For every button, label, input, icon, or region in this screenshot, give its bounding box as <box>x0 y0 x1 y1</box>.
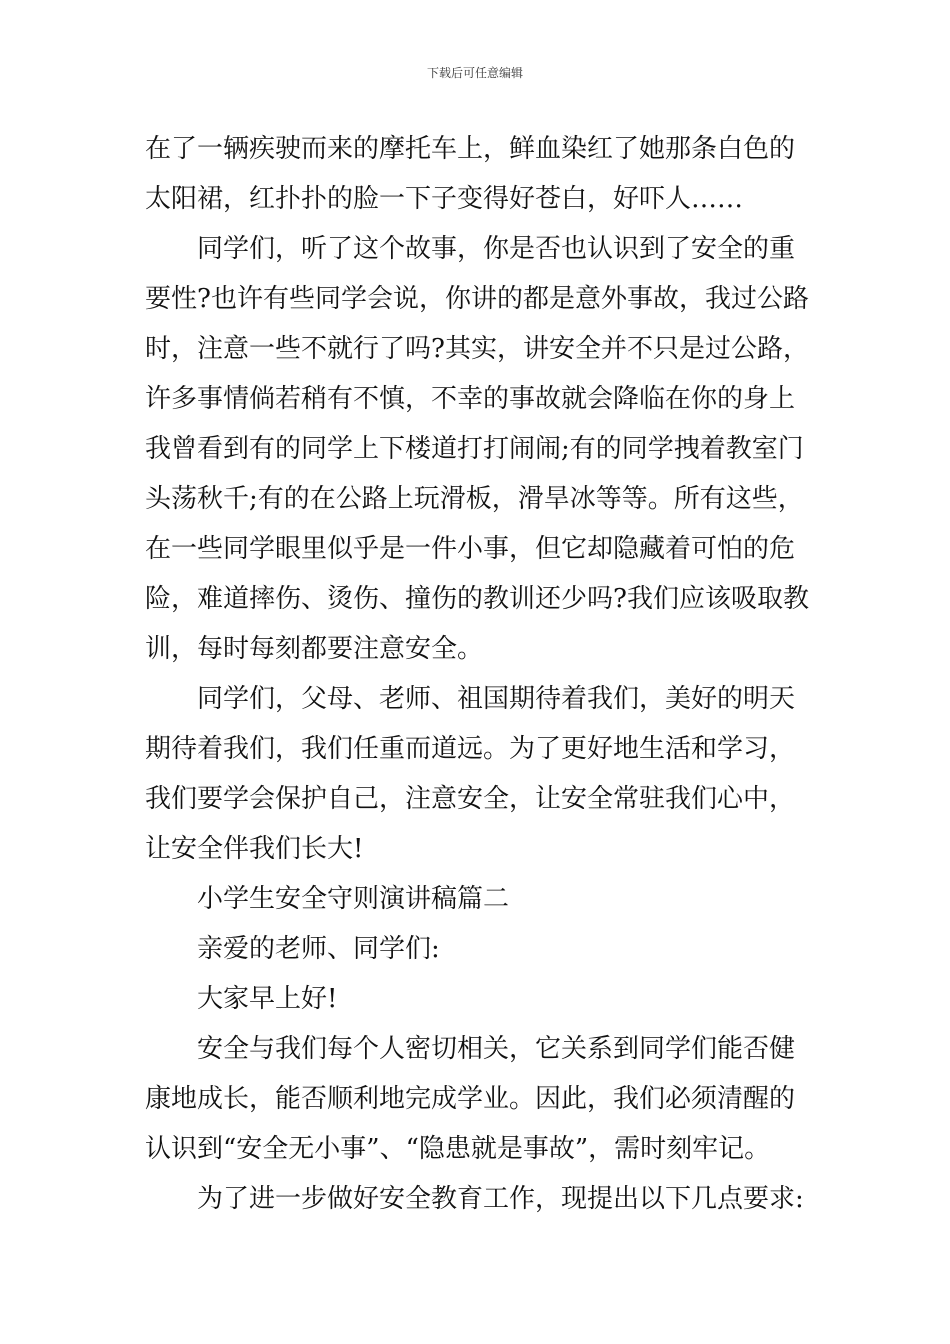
text-line: 训，每时每刻都要注意安全。 <box>145 634 484 664</box>
text-line: 险，难道摔伤、烫伤、撞伤的教训还少吗?我们应该吸取教 <box>145 584 809 614</box>
text-line: 同学们，父母、老师、祖国期待着我们，美好的明天 <box>197 684 796 714</box>
text-line: 头荡秋千;有的在公路上玩滑板，滑旱冰等等。所有这些， <box>145 484 804 514</box>
text-line: 我们要学会保护自己，注意安全，让安全常驻我们心中， <box>145 784 796 814</box>
text-line: 时，注意一些不就行了吗?其实，讲安全并不只是过公路， <box>145 334 809 364</box>
text-line: 许多事情倘若稍有不慎，不幸的事故就会降临在你的身上 <box>145 384 796 414</box>
document-body <box>145 124 810 1224</box>
greeting: 大家早上好! <box>197 984 338 1014</box>
text-line: 康地成长，能否顺利地完成学业。因此，我们必须清醒的 <box>145 1084 796 1114</box>
text-line: 认识到“安全无小事”、“隐患就是事故”，需时刻牢记。 <box>145 1134 771 1164</box>
text-line: 太阳裙，红扑扑的脸一下子变得好苍白，好吓人…… <box>145 184 744 214</box>
text-line: 在一些同学眼里似乎是一件小事，但它却隐藏着可怕的危 <box>145 534 796 564</box>
text-line: 同学们，听了这个故事，你是否也认识到了安全的重 <box>197 234 796 264</box>
text-line: 要性?也许有些同学会说，你讲的都是意外事故，我过公路 <box>145 284 809 314</box>
text-line: 为了进一步做好安全教育工作，现提出以下几点要求: <box>197 1184 804 1214</box>
section-title: 小学生安全守则演讲稿篇二 <box>197 884 510 914</box>
page-header: 下载后可任意编辑 <box>426 66 523 80</box>
text-line: 让安全伴我们长大! <box>145 834 364 864</box>
text-line: 期待着我们，我们任重而道远。为了更好地生活和学习， <box>145 734 796 764</box>
text-line: 安全与我们每个人密切相关，它关系到同学们能否健 <box>197 1034 796 1064</box>
salutation: 亲爱的老师、同学们: <box>197 934 440 964</box>
text-line: 我曾看到有的同学上下楼道打打闹闹;有的同学拽着教室门 <box>145 434 804 464</box>
text-line: 在了一辆疾驶而来的摩托车上，鲜血染红了她那条白色的 <box>145 134 796 164</box>
